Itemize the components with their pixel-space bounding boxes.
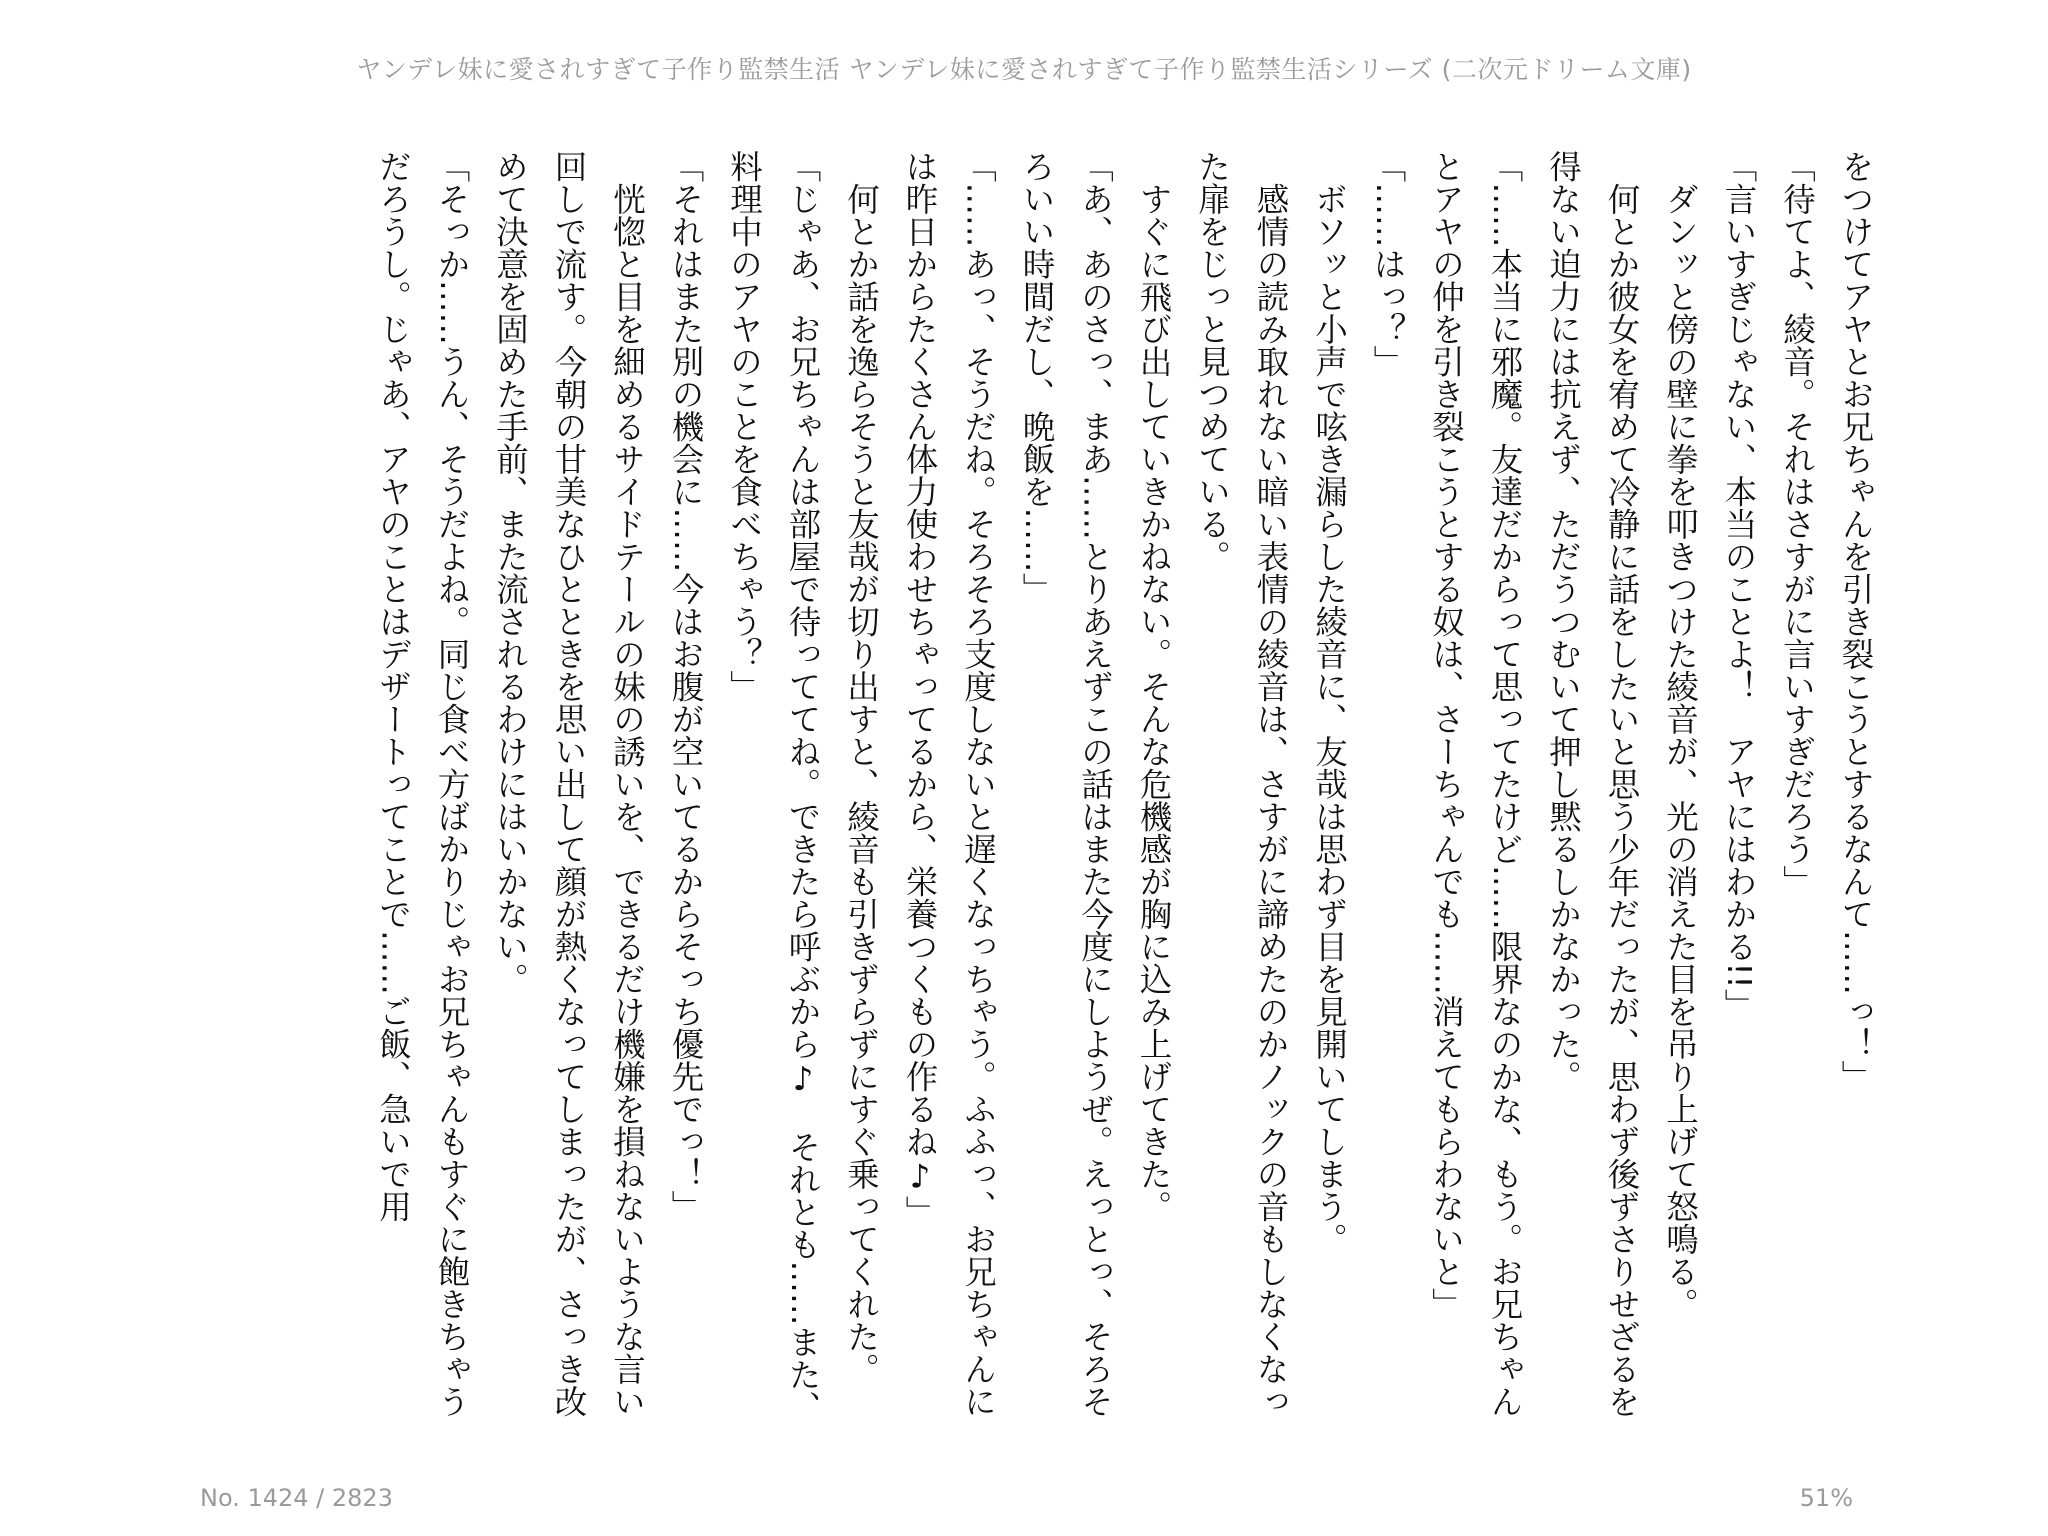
paragraph: 「そっか……うん、そうだよね。同じ食べ方ばかりじゃお兄ちゃんもすぐに飽きちゃうだろうし。じゃあ、アヤのことはデザートってことで……ご飯、急いで用 — [374, 150, 471, 1418]
paragraph: ダンッと傍の壁に拳を叩きつけた綾音が、光の消えた目を吊り上げて怒鳴る。 — [1661, 150, 1700, 1320]
paragraph: 「それはまた別の機会に……今はお腹が空いてるからそっち優先でっ！」 — [667, 150, 705, 1223]
paragraph: 「あ、あのさっ、まあ……とりあえずこの話はまた今度にしようぜ。えっとっ、そろそろいい時間だし、晩飯を……」 — [1018, 150, 1115, 1418]
paragraph: 何とか話を逸らそうと友哉が切り出すと、綾音も引きずらずにすぐ乗ってくれた。 — [842, 150, 881, 1385]
paragraph: 「じゃあ、お兄ちゃんは部屋で待っててね。できたら呼ぶから♪ それとも……また、料理中のアヤのことを食べちゃう？」 — [725, 150, 822, 1423]
book-title: ヤンデレ妹に愛されすぎて子作り監禁生活 ヤンデレ妹に愛されすぎて子作り監禁生活シリーズ (二次元ドリーム文庫) — [356, 55, 1692, 84]
paragraph: 「……本当に邪魔。友達だからって思ってたけど……限界なのかな、もう。お兄ちゃんとアヤの仲を引き裂こうとする奴は、さーちゃんでも……消えてもらわないと」 — [1427, 150, 1524, 1418]
paragraph: ボソッと小声で呟き漏らした綾音に、友哉は思わず目を見開いてしまう。 — [1310, 150, 1349, 1255]
paragraph: 「……はっ？」 — [1369, 150, 1407, 378]
reading-area[interactable] — [245, 150, 1885, 1430]
paragraph: 恍惚と目を細めるサイドテールの妹の誘いを、できるだけ機嫌を損ねないような言い回しで流す。今朝の甘美なひとときを思い出して顔が熱くなってしまったが、さっき改めて決意を固めた手前、また流されるわけにはいかない。 — [491, 150, 647, 1418]
paragraph: をつけてアヤとお兄ちゃんを引き裂こうとするなんて……っ！」 — [1837, 150, 1875, 1093]
location-indicator: No. 1424 / 2823 — [200, 1484, 393, 1512]
paragraph: すぐに飛び出していきかねない。そんな危機感が胸に込み上げてきた。 — [1135, 150, 1173, 1223]
paragraph: 「言いすぎじゃない、本当のことよ！ アヤにはわかる!!」 — [1720, 150, 1758, 1022]
paragraph: 「待てよ、綾音。それはさすがに言いすぎだろう」 — [1778, 150, 1817, 898]
paragraph: 「……あっ、そうだね。そろそろ支度しないと遅くなっちゃう。ふふっ、お兄ちゃんには昨日からたくさん体力使わせちゃってるから、栄養つくもの作るね♪」 — [901, 150, 998, 1418]
paragraph: 感情の読み取れない暗い表情の綾音は、さすがに諦めたのかノックの音もしなくなった扉をじっと見つめている。 — [1193, 150, 1290, 1418]
progress-percent: 51% — [1799, 1484, 1853, 1512]
page-text — [364, 150, 1885, 1430]
paragraph: 何とか彼女を宥めて冷静に話をしたいと思う少年だったが、思わず後ずさりせざるを得ない迫力には抗えず、ただうつむいて押し黙るしかなかった。 — [1544, 150, 1641, 1418]
